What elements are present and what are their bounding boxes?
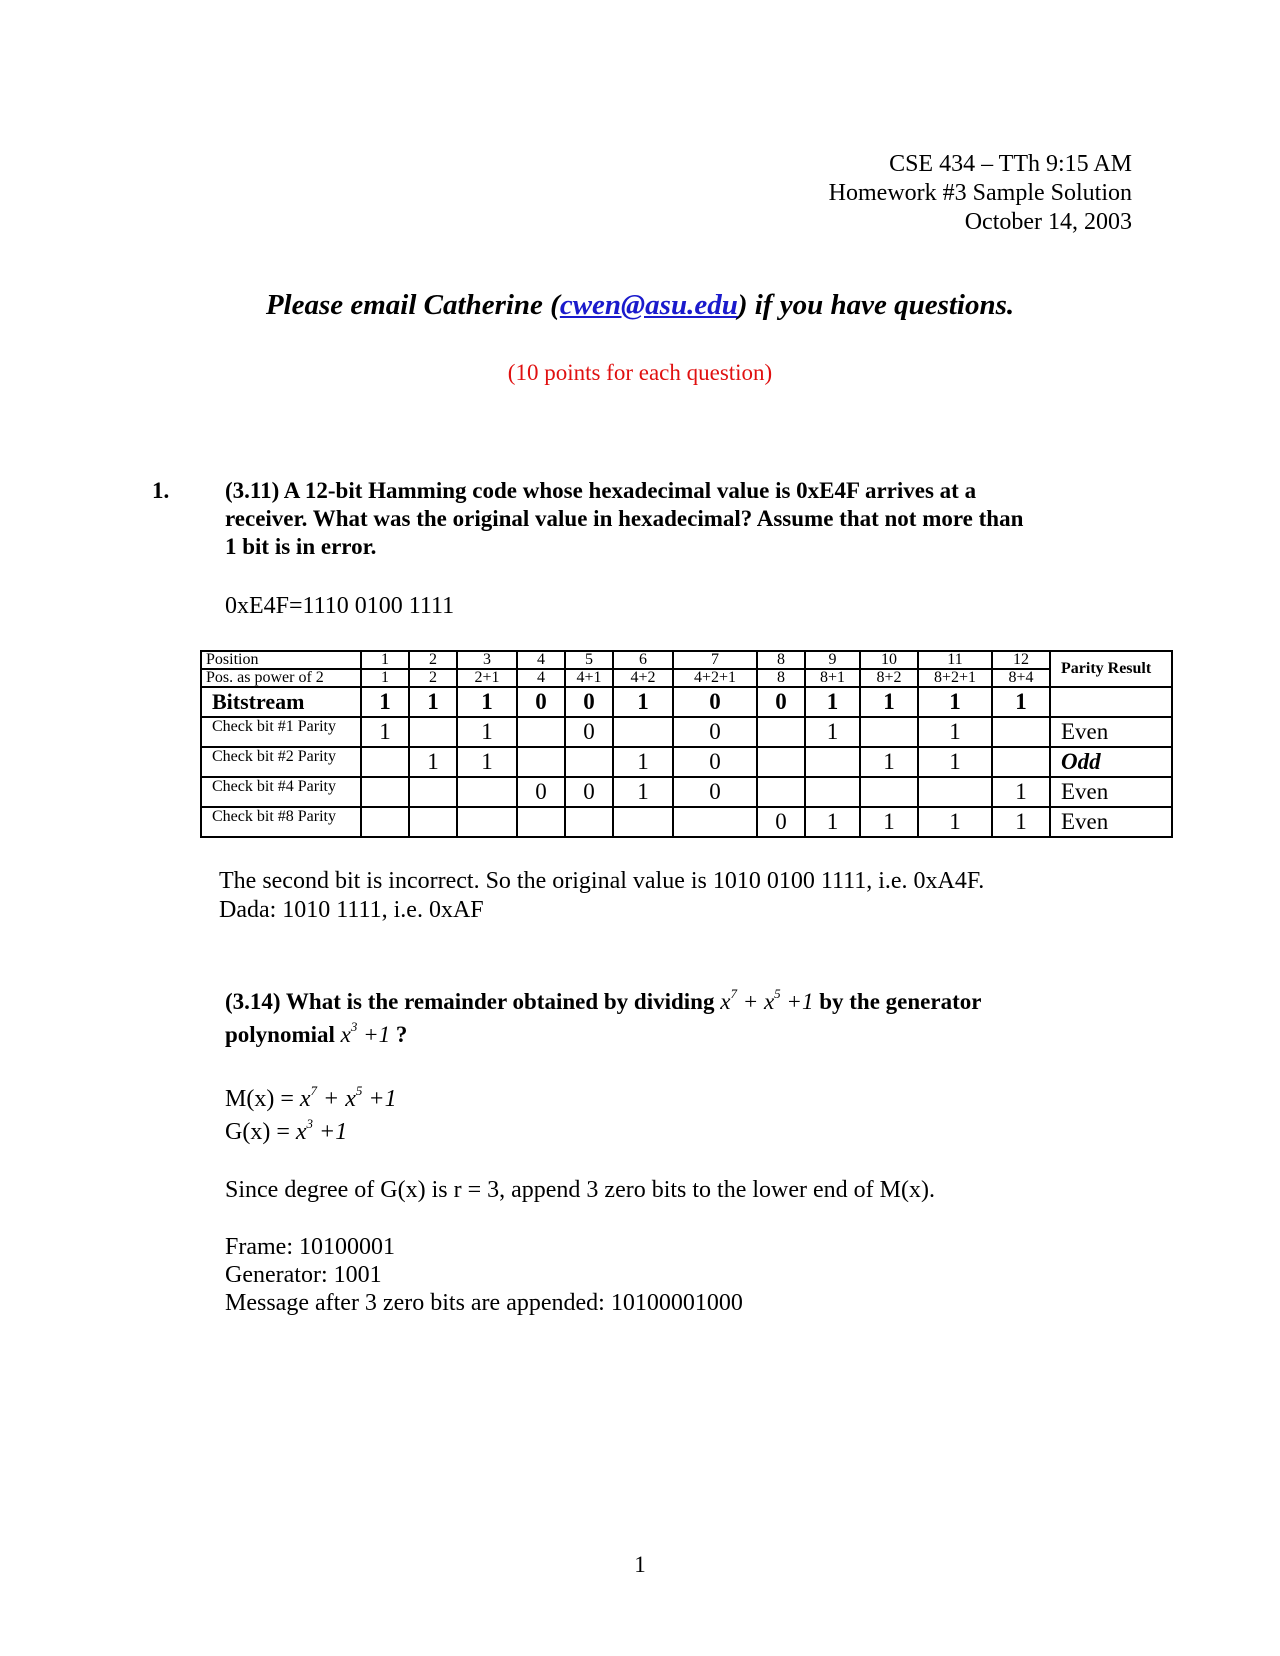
bit-cell: 1 [457,687,517,717]
position-cell: 10 [860,651,918,669]
data-result: Dada: 1010 1111, i.e. 0xAF [219,897,484,923]
power-cell: 1 [361,669,409,687]
check-cell: 1 [805,807,860,837]
power-cell: 8 [757,669,805,687]
question1-line2: receiver. What was the original value in hexadecimal? Assume that not more than [225,506,1024,531]
question2-line1 [225,988,1145,1016]
position-cell: 5 [565,651,613,669]
bit-cell: 1 [613,687,673,717]
check-cell: 1 [613,747,673,777]
question2-text [225,988,1145,1049]
m-label: M(x) = [225,1086,300,1112]
check-cell [992,717,1050,747]
check-cell [613,807,673,837]
check-label: Check bit #1 Parity [201,717,361,747]
check-cell: 1 [361,717,409,747]
question2-generator: $x^3 +1$ [340,1019,391,1047]
check-cell [457,807,517,837]
position-cell: 1 [361,651,409,669]
check-cell [565,807,613,837]
check-cell [517,717,565,747]
bit-cell: 1 [860,687,918,717]
parity-result: Odd [1050,747,1172,777]
page-number: 1 [634,1552,646,1577]
position-cell: 11 [918,651,992,669]
message-line: Message after 3 zero bits are appended: 10100001000 [225,1290,743,1316]
bit-cell: 1 [805,687,860,717]
degree-explanation: Since degree of G(x) is r = 3, append 3 zero bits to the lower end of M(x). [225,1177,935,1203]
power-row [201,669,1172,687]
check-cell [565,747,613,777]
m-of-x [225,1085,397,1113]
check-cell [805,747,860,777]
parity-result: Even [1050,807,1172,837]
check-cell: 1 [918,717,992,747]
banner-suffix: ) if you have questions. [737,289,1015,321]
bit-cell: 0 [565,687,613,717]
check-cell: 1 [409,747,457,777]
check-cell: 1 [992,777,1050,807]
power-cell: 4+2+1 [673,669,757,687]
check-cell: 0 [673,747,757,777]
power-cell: 4+1 [565,669,613,687]
check-cell [860,777,918,807]
check-cell: 0 [517,777,565,807]
check-cell: 1 [805,717,860,747]
bit-cell: 1 [918,687,992,717]
check-label: Check bit #4 Parity [201,777,361,807]
question1-text [225,477,1125,561]
check-cell [361,777,409,807]
check-cell [757,777,805,807]
bit-cell: 0 [757,687,805,717]
check-cell: 0 [565,777,613,807]
check-label: Check bit #8 Parity [201,807,361,837]
bitstream-row [201,687,1172,717]
question2-text-d: ? [390,1022,408,1047]
banner-prefix: Please email Catherine ( [265,289,560,321]
check-row [201,717,1172,747]
check-cell [757,747,805,777]
check-cell: 1 [457,717,517,747]
question2-text-b: by the generator [813,989,982,1014]
g-label: G(x) = [225,1119,296,1145]
bit-cell: 1 [361,687,409,717]
check-cell [517,747,565,777]
check-cell [517,807,565,837]
power-cell: 8+4 [992,669,1050,687]
check-cell [673,807,757,837]
power-cell: 4+2 [613,669,673,687]
contact-banner [0,289,1280,322]
hamming-table [200,650,1173,838]
check-cell: 1 [860,807,918,837]
power-label: Pos. as power of 2 [201,669,361,687]
parity-result: Even [1050,777,1172,807]
check-row [201,747,1172,777]
check-label: Check bit #2 Parity [201,747,361,777]
power-cell: 2 [409,669,457,687]
question2-polynomial: $x^7 + x^5 +1$ [720,986,814,1014]
document-date: October 14, 2003 [964,209,1132,235]
question2-text-c: polynomial [225,1022,341,1047]
bit-cell: 0 [673,687,757,717]
bit-cell: 1 [992,687,1050,717]
question2-line2 [225,1021,1145,1049]
power-cell: 4 [517,669,565,687]
check-row [201,777,1172,807]
question2-text-a: (3.14) What is the remainder obtained by dividing [225,989,721,1014]
check-cell [613,717,673,747]
check-cell [361,807,409,837]
check-cell [409,807,457,837]
power-cell: 8+2+1 [918,669,992,687]
position-cell: 7 [673,651,757,669]
check-cell: 1 [918,807,992,837]
check-cell [918,777,992,807]
check-cell [409,717,457,747]
position-label: Position [201,651,361,669]
position-cell: 4 [517,651,565,669]
bitstream-label: Bitstream [201,687,361,717]
points-note: (10 points for each question) [507,360,773,385]
position-cell: 9 [805,651,860,669]
parity-result: Even [1050,717,1172,747]
power-cell: 2+1 [457,669,517,687]
check-cell [992,747,1050,777]
course-line: CSE 434 – TTh 9:15 AM [889,151,1132,177]
binary-expansion: 0xE4F=1110 0100 1111 [225,593,455,619]
check-cell: 1 [860,747,918,777]
check-cell: 1 [918,747,992,777]
check-cell [757,717,805,747]
check-cell: 1 [457,747,517,777]
position-row [201,651,1172,669]
power-cell: 8+1 [805,669,860,687]
check-cell [860,717,918,747]
bitstream-result-empty [1050,687,1172,717]
email-link[interactable]: cwen@asu.edu [559,289,738,321]
g-of-x [225,1118,347,1146]
parity-result-header: Parity Result [1050,651,1172,687]
check-cell [805,777,860,807]
check-cell [409,777,457,807]
conclusion-text: The second bit is incorrect. So the original value is 1010 0100 1111, i.e. 0xA4F. [219,868,985,894]
check-row [201,807,1172,837]
question1-line3: 1 bit is in error. [225,534,377,559]
frame-line: Frame: 10100001 [225,1234,395,1260]
position-cell: 2 [409,651,457,669]
generator-line: Generator: 1001 [225,1262,382,1288]
check-cell: 1 [613,777,673,807]
check-cell: 0 [673,777,757,807]
position-cell: 12 [992,651,1050,669]
check-cell [361,747,409,777]
check-cell: 0 [565,717,613,747]
power-cell: 8+2 [860,669,918,687]
bit-cell: 1 [409,687,457,717]
position-cell: 6 [613,651,673,669]
document-title: Homework #3 Sample Solution [828,180,1132,206]
bit-cell: 0 [517,687,565,717]
check-cell: 1 [992,807,1050,837]
check-cell: 0 [757,807,805,837]
g-polynomial: $x^3 +1$ [295,1116,348,1145]
check-cell: 0 [673,717,757,747]
check-cell [457,777,517,807]
m-polynomial: $x^7 + x^5 +1$ [299,1083,397,1112]
question1-line1: (3.11) A 12-bit Hamming code whose hexadecimal value is 0xE4F arrives at a [225,478,977,503]
position-cell: 3 [457,651,517,669]
question-number: 1. [152,478,170,503]
position-cell: 8 [757,651,805,669]
